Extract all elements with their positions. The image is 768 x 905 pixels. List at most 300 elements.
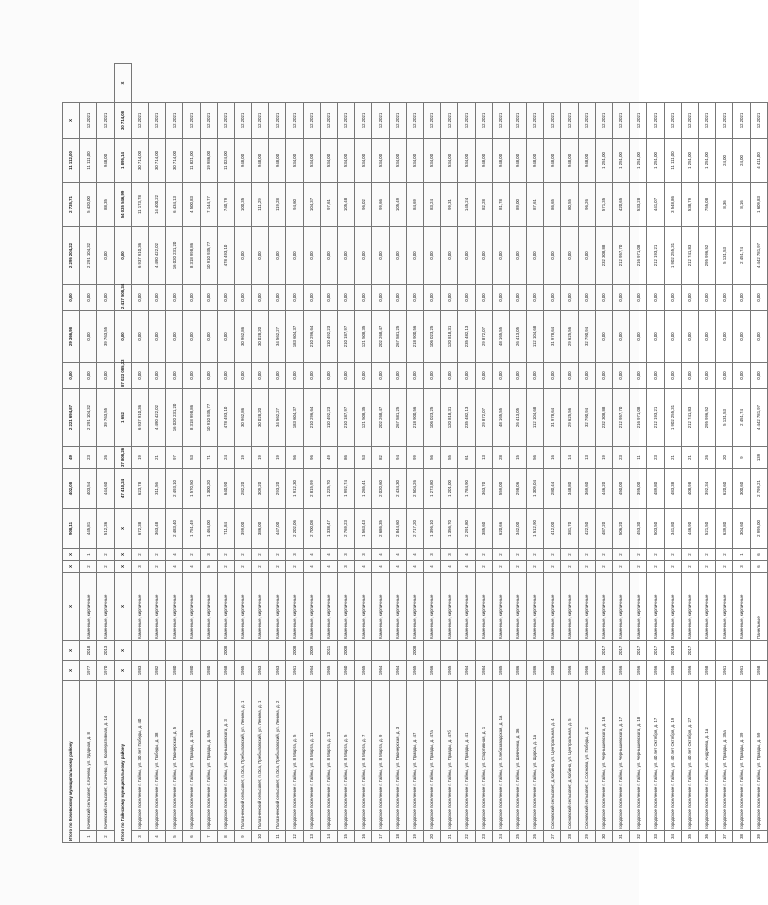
table-cell: 12.2021 — [200, 102, 217, 138]
table-cell: 295 996,52 — [698, 226, 715, 284]
table-row — [733, 64, 750, 843]
table-cell: 534,00 — [303, 138, 320, 182]
table-cell: 202 268,47 — [372, 310, 389, 362]
table-cell: 1968 — [217, 660, 234, 680]
table-cell: 1958 — [698, 660, 715, 680]
table-cell: Каменные, кирпичные — [183, 572, 200, 640]
table-cell: 1966 — [423, 660, 440, 680]
table-cell: 0,00 — [80, 310, 97, 362]
table-cell: 0,00 — [441, 226, 458, 284]
table-cell: 34 562,27 — [269, 310, 286, 362]
table-cell: 2 — [252, 548, 269, 560]
table-cell: 53 — [355, 446, 372, 468]
table-cell: 672,38 — [131, 508, 148, 548]
table-cell: 6 — [183, 831, 200, 843]
table-cell: 145,24 — [458, 182, 475, 226]
table-cell: 304,60 — [733, 508, 750, 548]
table-cell: 202 268,47 — [372, 388, 389, 446]
table-cell: Каменные, кирпичные — [647, 572, 664, 640]
table-cell: 1982 — [148, 660, 165, 680]
table-cell: Каменные, кирпичные — [406, 572, 423, 640]
table-cell: 0,00 — [320, 226, 337, 284]
table-cell: 2 — [97, 560, 114, 572]
table-cell: 2008 — [217, 640, 234, 660]
table-cell: 4 — [320, 548, 337, 560]
table-cell: 2 — [647, 560, 664, 572]
table-cell: 0,00 — [406, 362, 423, 388]
table-cell: 21 — [148, 446, 165, 468]
table-cell: 0,00 — [595, 310, 612, 362]
table-cell: 24,00 — [716, 138, 733, 182]
table-cell: 0,00 — [389, 284, 406, 310]
table-cell: 29 366,98 — [63, 310, 80, 362]
table-cell: 483,38 — [664, 468, 681, 508]
table-cell: 571,35 — [595, 182, 612, 226]
table-cell: 4 — [183, 560, 200, 572]
table-cell: 2 769,23 — [338, 508, 355, 548]
table-cell: 1980 — [166, 660, 183, 680]
table-cell: 0,00 — [509, 362, 526, 388]
table-cell — [492, 640, 509, 660]
table-cell: 47 410,24 — [114, 468, 131, 508]
table-cell: 1 251,00 — [630, 138, 647, 182]
table-cell: X — [63, 660, 80, 680]
table-cell: 26 — [527, 831, 544, 843]
table-cell: 212 741,83 — [681, 388, 698, 446]
table-cell: 0,00 — [423, 284, 440, 310]
table-row — [475, 64, 492, 843]
table-cell: 19 — [234, 446, 251, 468]
table-cell: 2 — [217, 548, 234, 560]
table-cell: 0,00 — [217, 310, 234, 362]
table-cell: 0,00 — [269, 226, 286, 284]
table-cell: 97 — [166, 446, 183, 468]
table-cell: X — [114, 560, 131, 572]
table-cell: 2 — [80, 560, 97, 572]
table-cell: 445,81 — [80, 508, 97, 548]
table-cell: 1961 — [733, 660, 750, 680]
table-cell: 111,29 — [252, 182, 269, 226]
table-cell: 341,80 — [664, 508, 681, 548]
table-cell: 2 221 694,87 — [63, 388, 80, 446]
table-cell: 0,00 — [63, 362, 80, 388]
table-cell: 21 — [681, 446, 698, 468]
table-row — [647, 64, 664, 843]
table-cell: 4 442 781,97 — [750, 388, 767, 446]
table-cell: 22 — [458, 831, 475, 843]
table-cell: Полазненский сельсовет, п.Оса, Пребыловский, ул. Ленина, д. 1 — [252, 680, 269, 830]
table-cell: 3 — [131, 831, 148, 843]
table-cell: 267 581,25 — [389, 388, 406, 446]
table-cell — [372, 640, 389, 660]
table-cell: Полазненский сельсовет, п.Оса, Пребыловский, ул. Ленина, д. 2 — [269, 680, 286, 830]
table-cell: 0,00 — [595, 362, 612, 388]
table-row — [200, 64, 217, 843]
table-cell: 0,00 — [286, 284, 303, 310]
table-cell: 12.2021 — [630, 102, 647, 138]
table-cell: 0,00 — [527, 226, 544, 284]
table-cell: 8 — [217, 831, 234, 843]
table-cell: 2017 — [630, 640, 647, 660]
table-cell: 369,60 — [578, 468, 595, 508]
table-cell: 2 417 508,34 — [114, 284, 131, 310]
table-cell — [234, 640, 251, 660]
table-cell: 0,00 — [303, 362, 320, 388]
table-cell: 9 — [733, 446, 750, 468]
table-cell: 280,44 — [544, 468, 561, 508]
table-row — [131, 64, 148, 843]
table-cell: 99 — [406, 446, 423, 468]
table-cell: 210 187,97 — [338, 310, 355, 362]
table-cell: 120 818,31 — [441, 310, 458, 362]
rotated-table-wrapper — [62, 63, 761, 843]
table-cell: X — [114, 640, 131, 660]
table-cell: городское поселение г. Гайны, ул. Пионерская, д. 3 — [389, 680, 406, 830]
table-cell: 0,00 — [406, 284, 423, 310]
table-cell: 87 023 085,33 — [114, 362, 131, 388]
table-cell: 4 — [148, 831, 165, 843]
table-cell: 28 — [561, 831, 578, 843]
table-cell: Каменные, кирпичные — [80, 572, 97, 640]
table-cell: 0,00 — [458, 362, 475, 388]
table-cell: 740,79 — [217, 182, 234, 226]
table-cell: Каменные, кирпичные — [681, 572, 698, 640]
table-cell: 711,84 — [217, 508, 234, 548]
table-cell: 2 — [698, 548, 715, 560]
table-cell: 0,00 — [131, 284, 148, 310]
table-cell: 0,00 — [148, 284, 165, 310]
table-cell: 399,00 — [234, 508, 251, 548]
table-cell: 5 131,53 — [716, 388, 733, 446]
table-cell: 83,24 — [423, 182, 440, 226]
table-cell: 25 — [509, 831, 526, 843]
table-cell: городское поселение г. Гайны, ул. Правды, д. 56а — [200, 680, 217, 830]
table-cell: 19 986,00 — [200, 138, 217, 182]
table-cell: 100,35 — [234, 182, 251, 226]
table-cell: 6 — [750, 560, 767, 572]
table-cell: 1965 — [234, 660, 251, 680]
table-cell: 298,06 — [509, 468, 526, 508]
table-cell: 30 — [595, 831, 612, 843]
table-cell: 282,20 — [234, 468, 251, 508]
table-cell: 478 493,10 — [217, 226, 234, 284]
table-row — [148, 64, 165, 843]
table-cell: 0,00 — [166, 310, 183, 362]
table-cell: 119,28 — [269, 182, 286, 226]
table-cell: 403,54 — [80, 468, 97, 508]
table-cell: 0,00 — [234, 362, 251, 388]
table-cell: 2 — [97, 548, 114, 560]
table-cell: 12.2021 — [303, 102, 320, 138]
table-cell: 5 420,00 — [80, 182, 97, 226]
table-cell: Каменные, кирпичные — [389, 572, 406, 640]
table-cell: 0,00 — [750, 362, 767, 388]
table-cell: 534,00 — [423, 138, 440, 182]
table-row — [80, 64, 97, 843]
table-cell: 30 714,00 — [131, 138, 148, 182]
table-cell: 2 202,06 — [286, 508, 303, 548]
table-cell: 26 — [698, 446, 715, 468]
table-cell: 0,00 — [252, 362, 269, 388]
table-cell: 80,55 — [561, 182, 578, 226]
table-cell: 12.2021 — [441, 102, 458, 138]
table-cell: 39 — [750, 831, 767, 843]
table-cell: 23 — [475, 831, 492, 843]
table-cell: 12.2021 — [183, 102, 200, 138]
table-cell: Каменные, кирпичные — [698, 572, 715, 640]
table-cell: 235 482,13 — [458, 388, 475, 446]
table-cell: 0,00 — [647, 310, 664, 362]
table-cell: Каменные, кирпичные — [509, 572, 526, 640]
table-cell: Каменные, кирпичные — [595, 572, 612, 640]
table-cell — [423, 640, 440, 660]
table-cell: 0,00 — [492, 362, 509, 388]
table-cell: 216 971,08 — [630, 388, 647, 446]
table-cell: 0,00 — [527, 284, 544, 310]
table-cell: 112 104,68 — [527, 388, 544, 446]
table-cell: 2 844,60 — [389, 508, 406, 548]
table-cell: 1 201,00 — [441, 468, 458, 508]
table-cell: 948,00 — [492, 138, 509, 182]
table-cell: 478 493,10 — [217, 388, 234, 446]
table-cell: 2 — [561, 548, 578, 560]
table-cell: 1 356,70 — [441, 508, 458, 548]
table-cell: 2 434,30 — [389, 468, 406, 508]
table-row — [183, 64, 200, 843]
table-cell: 12.2021 — [475, 102, 492, 138]
table-cell: городское поселение г. Гайны, ул. Хлебозаводская, д. 1а — [492, 680, 509, 830]
table-cell: 19 — [406, 831, 423, 843]
table-cell: 13 — [303, 831, 320, 843]
housing-registry-table — [62, 63, 768, 843]
table-cell: 3 — [200, 548, 217, 560]
table-cell: 2017 — [595, 640, 612, 660]
table-cell: 4 — [303, 560, 320, 572]
table-cell: 12.2021 — [131, 102, 148, 138]
table-cell: 0,00 — [578, 362, 595, 388]
table-cell: 28 — [492, 446, 509, 468]
table-cell: 183 604,37 — [286, 388, 303, 446]
table-cell: 0,00 — [217, 284, 234, 310]
table-cell: 0,00 — [269, 362, 286, 388]
table-cell: 1 563,43 — [355, 508, 372, 548]
table-cell: Сосновский сельсовет, д.Кобино, ул. Центральная, д. 4 — [544, 680, 561, 830]
table-cell: 61 — [458, 446, 475, 468]
table-cell: 2 995,00 — [750, 508, 767, 548]
table-cell: 1 512,90 — [527, 508, 544, 548]
table-cell: Итого по Кочевскому муниципальному району — [63, 680, 80, 842]
table-row — [320, 64, 337, 843]
table-cell: 10 910 935,77 — [200, 226, 217, 284]
table-cell: 2 295 204,22 — [63, 226, 80, 284]
table-cell: городское поселение г. Гайны, ул. Правды, д. 35а — [716, 680, 733, 830]
table-cell: городское поселение г. Гайны, ул. 30 лет Победы, д. 40 — [131, 680, 148, 830]
table-cell: 0,00 — [372, 284, 389, 310]
table-cell: 2 — [681, 548, 698, 560]
table-cell: 0,00 — [148, 362, 165, 388]
table-cell: 453,30 — [630, 508, 647, 548]
table-cell: 1 992,74 — [338, 468, 355, 508]
table-cell: 2018 — [664, 640, 681, 660]
table-cell: 0,00 — [97, 362, 114, 388]
table-cell: 12.2021 — [166, 102, 183, 138]
table-cell: 1964 — [372, 660, 389, 680]
table-cell: 0,00 — [475, 362, 492, 388]
table-cell: 1958 — [750, 660, 767, 680]
table-cell: 12.2021 — [613, 102, 630, 138]
table-cell: 11 — [630, 446, 647, 468]
table-cell: 4 — [406, 560, 423, 572]
table-row — [698, 64, 715, 843]
table-row — [303, 64, 320, 843]
table-cell: 34 562,27 — [269, 388, 286, 446]
table-cell: Каменные, кирпичные — [97, 572, 114, 640]
table-cell: 30 962,86 — [234, 310, 251, 362]
table-cell: 0,00 — [303, 226, 320, 284]
table-cell: X — [114, 548, 131, 560]
table-cell: 2 451,74 — [733, 388, 750, 446]
table-cell: 12.2021 — [338, 102, 355, 138]
table-cell: 110 492,23 — [320, 310, 337, 362]
table-cell: 2008 — [338, 640, 355, 660]
table-cell: 1960 — [338, 660, 355, 680]
table-cell — [716, 640, 733, 660]
table-row — [441, 64, 458, 843]
table-cell: 212 957,70 — [613, 388, 630, 446]
table-cell: 0,00 — [423, 226, 440, 284]
table-row — [544, 64, 561, 843]
table-cell: 0,00 — [234, 226, 251, 284]
table-cell: 99,31 — [441, 182, 458, 226]
table-cell: 0,00 — [252, 284, 269, 310]
table-cell: 12.2021 — [97, 102, 114, 138]
table-cell: 216 971,08 — [630, 226, 647, 284]
table-cell: 0,00 — [80, 362, 97, 388]
table-cell: 0,00 — [80, 284, 97, 310]
table-cell: 4 — [389, 560, 406, 572]
table-cell: 2 — [527, 548, 544, 560]
table-cell: 0,00 — [733, 310, 750, 362]
table-cell: 19 — [131, 446, 148, 468]
table-cell: 23 — [80, 446, 97, 468]
table-cell: 2 — [561, 560, 578, 572]
table-cell: 121 508,35 — [355, 388, 372, 446]
table-cell: 2 — [509, 548, 526, 560]
table-cell: 0,00 — [716, 284, 733, 310]
table-cell: 309,20 — [252, 468, 269, 508]
table-cell: 0,00 — [131, 362, 148, 388]
table-cell: 0,00 — [561, 362, 578, 388]
table-cell: 19 — [595, 446, 612, 468]
table-cell: 5 131,53 — [716, 226, 733, 284]
table-cell: городское поселение г. Гайны, ул. 40 лет Октября, д. 19 — [664, 680, 681, 830]
table-cell: 2 — [578, 560, 595, 572]
table-cell: 4 — [372, 548, 389, 560]
table-cell: 2 — [613, 548, 630, 560]
table-cell: X — [114, 660, 131, 680]
table-cell: 232 308,88 — [595, 226, 612, 284]
table-cell: 2 — [613, 560, 630, 572]
table-cell: 36 — [698, 831, 715, 843]
table-cell: 512,36 — [97, 508, 114, 548]
table-cell: 0,00 — [630, 284, 647, 310]
table-cell: 110 492,23 — [320, 388, 337, 446]
table-cell: 12.2021 — [647, 102, 664, 138]
table-cell: Каменные, кирпичные — [148, 572, 165, 640]
table-cell: 0,00 — [475, 284, 492, 310]
table-cell: 3 — [733, 560, 750, 572]
table-cell: 0,00 — [372, 362, 389, 388]
table-cell: 0,00 — [544, 284, 561, 310]
table-cell: 212 193,21 — [647, 388, 664, 446]
table-cell: 2 291 104,32 — [80, 388, 97, 446]
table-cell: 395,00 — [630, 468, 647, 508]
table-cell: 1961 — [716, 660, 733, 680]
table-cell: 12.2021 — [389, 102, 406, 138]
table-cell: 218 900,56 — [406, 310, 423, 362]
table-cell: 0,00 — [355, 226, 372, 284]
table-cell: 0,00 — [698, 362, 715, 388]
table-cell: Итого по Гайнскому муниципальному району — [114, 680, 131, 842]
table-cell: Каменные, кирпичные — [303, 572, 320, 640]
table-cell: 12.2021 — [372, 102, 389, 138]
table-cell: 1 751,49 — [183, 508, 200, 548]
table-row — [664, 64, 681, 843]
table-cell: 2 504,26 — [406, 468, 423, 508]
table-cell: 2 — [148, 560, 165, 572]
table-cell: 0,00 — [578, 226, 595, 284]
table-cell — [183, 640, 200, 660]
table-cell: 948,00 — [252, 138, 269, 182]
table-cell: 2 483,40 — [166, 508, 183, 548]
table-cell: 13 — [578, 446, 595, 468]
table-cell: Каменные, кирпичные — [544, 572, 561, 640]
table-total-row — [63, 64, 80, 843]
table-cell: 0,00 — [578, 284, 595, 310]
table-cell: 640,90 — [217, 468, 234, 508]
table-cell: 1964 — [303, 660, 320, 680]
table-row — [423, 64, 440, 843]
table-cell: 26 413,05 — [509, 388, 526, 446]
table-cell: 37 808,26 — [114, 446, 131, 468]
table-cell: 3 — [441, 548, 458, 560]
table-cell: 4 — [372, 560, 389, 572]
table-cell: 2008 — [406, 640, 423, 660]
table-cell: 96,02 — [355, 182, 372, 226]
table-cell: 420,65 — [613, 182, 630, 226]
table-cell: 12.2021 — [320, 102, 337, 138]
table-cell: 1 338,47 — [320, 508, 337, 548]
table-cell: 1 570,50 — [183, 468, 200, 508]
table-cell: 1 — [733, 548, 750, 560]
table-cell: 29 872,07 — [475, 310, 492, 362]
table-cell: 6 937 910,36 — [131, 226, 148, 284]
table-cell: 6 434,13 — [166, 182, 183, 226]
table-cell: 342,00 — [509, 508, 526, 548]
table-cell: 210 187,97 — [338, 388, 355, 446]
table-cell: 392,34 — [698, 468, 715, 508]
table-cell: 4 411,00 — [750, 138, 767, 182]
table-cell: 0,00 — [527, 362, 544, 388]
table-cell: 0,00 — [97, 226, 114, 284]
table-cell: 300,60 — [733, 468, 750, 508]
table-cell: 9 — [234, 831, 251, 843]
table-cell: 0,00 — [114, 310, 131, 362]
table-cell: Каменные, кирпичные — [217, 572, 234, 640]
table-cell: 23 — [647, 446, 664, 468]
table-cell — [458, 640, 475, 660]
table-cell: 0,00 — [492, 284, 509, 310]
